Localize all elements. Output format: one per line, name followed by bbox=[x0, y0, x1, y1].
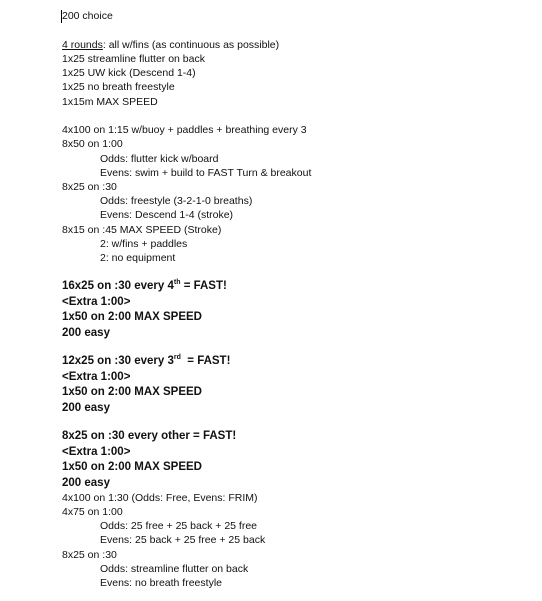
block3-max: 1x50 on 2:00 MAX SPEED bbox=[62, 461, 202, 473]
set1-item: 1x25 no breath freestyle bbox=[62, 81, 175, 93]
block2-extra: <Extra 1:00> bbox=[62, 371, 131, 383]
set3-line: Evens: 25 back + 25 free + 25 back bbox=[100, 534, 266, 546]
set3-line: Odds: streamline flutter on back bbox=[100, 563, 249, 575]
block1-max: 1x50 on 2:00 MAX SPEED bbox=[62, 311, 202, 323]
set2-line: Evens: swim + build to FAST Turn & breakout bbox=[100, 167, 312, 179]
block1-easy: 200 easy bbox=[62, 327, 110, 339]
set1-item: 1x15m MAX SPEED bbox=[62, 96, 158, 108]
set3-line: Odds: 25 free + 25 back + 25 free bbox=[100, 520, 258, 532]
rounds-label: 4 rounds bbox=[62, 39, 103, 51]
block3-heading: 8x25 on :30 every other = FAST! bbox=[62, 430, 237, 442]
block1-heading: 16x25 on :30 every 4th = FAST! bbox=[62, 279, 227, 292]
block3-extra: <Extra 1:00> bbox=[62, 446, 131, 458]
rounds-desc: : all w/fins (as continuous as possible) bbox=[102, 39, 280, 51]
set1-item: 1x25 UW kick (Descend 1-4) bbox=[62, 67, 196, 79]
set3-line: Evens: no breath freestyle bbox=[100, 577, 222, 589]
set3-line: 4x75 on 1:00 bbox=[62, 506, 123, 518]
set2-line: 8x15 on :45 MAX SPEED (Stroke) bbox=[62, 224, 222, 236]
set2-line: Odds: freestyle (3-2-1-0 breaths) bbox=[100, 195, 253, 207]
block2-heading: 12x25 on :30 every 3rd = FAST! bbox=[62, 354, 231, 367]
set2-line: 2: no equipment bbox=[100, 252, 176, 264]
set1-item: 1x25 streamline flutter on back bbox=[62, 53, 205, 65]
block3-easy: 200 easy bbox=[62, 477, 110, 489]
rounds-line bbox=[62, 39, 279, 52]
set2-line: 8x50 on 1:00 bbox=[62, 138, 123, 150]
doc-title[interactable]: 200 choice bbox=[62, 10, 113, 22]
block2-easy: 200 easy bbox=[62, 402, 110, 414]
set2-line: 4x100 on 1:15 w/buoy + paddles + breathing every 3 bbox=[62, 124, 307, 136]
set3-line: 4x100 on 1:30 (Odds: Free, Evens: FRIM) bbox=[62, 492, 258, 504]
set2-line: 2: w/fins + paddles bbox=[100, 238, 188, 250]
block1-extra: <Extra 1:00> bbox=[62, 296, 131, 308]
set2-line: Odds: flutter kick w/board bbox=[100, 153, 219, 165]
set2-line: Evens: Descend 1-4 (stroke) bbox=[100, 209, 234, 221]
set2-line: 8x25 on :30 bbox=[62, 181, 117, 193]
block2-max: 1x50 on 2:00 MAX SPEED bbox=[62, 386, 202, 398]
set3-line: 8x25 on :30 bbox=[62, 549, 117, 561]
